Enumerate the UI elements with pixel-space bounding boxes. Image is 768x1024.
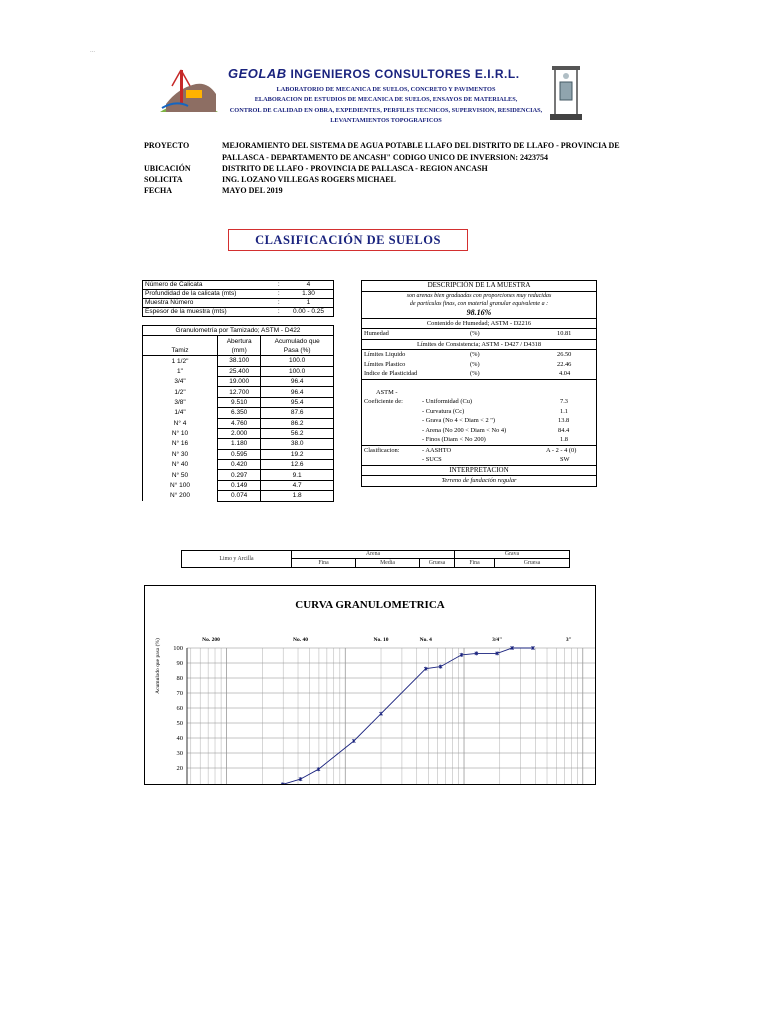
- sucs-label: - SUCS: [422, 456, 442, 463]
- astm-label: ASTM -: [376, 388, 398, 396]
- chart-ylabel: Acumulado que pasa (%): [155, 638, 161, 694]
- description-title-text: DESCRIPCIÓN DE LA MUESTRA: [427, 281, 531, 289]
- particle-size-ranges: [181, 550, 570, 568]
- arena-media-cell: [356, 559, 420, 567]
- solicita-label: SOLICITA: [144, 175, 183, 184]
- sample-description: [361, 280, 597, 487]
- pasa-cell: 95.4: [261, 397, 334, 407]
- percent-row: [362, 308, 596, 319]
- finos-label: - Finos (Diam < No 200): [422, 436, 486, 443]
- company-suffix: INGENIEROS CONSULTORES E.I.R.L.: [290, 67, 520, 81]
- data-point: [352, 739, 355, 743]
- sample-value: 1: [306, 299, 311, 306]
- description-text-2: de partículas finas, con material granular equivalente a :: [409, 300, 549, 307]
- humedad-title-row: [362, 319, 596, 330]
- ll-row: [362, 350, 596, 360]
- table-row: [143, 376, 334, 386]
- description-title: [362, 281, 596, 292]
- humedad-unit: (%): [470, 330, 480, 337]
- sample-sep: :: [277, 308, 280, 315]
- grava-fina-label: Fina: [469, 560, 480, 566]
- arena-cell: [292, 551, 455, 559]
- pasa-cell: 38.0: [261, 439, 334, 449]
- arena-row: [362, 426, 596, 436]
- tamiz-cell: N° 100: [143, 480, 218, 490]
- tamiz-header: Tamiz: [143, 346, 218, 356]
- astm-row: [362, 388, 596, 398]
- header-line-3: CONTROL DE CALIDAD EN OBRA, EXPEDIENTES, PERFILES TECNICOS, SUPERVISION, RESIDENCIAS,: [229, 107, 543, 114]
- sieve-top-label: No. 10: [373, 637, 389, 643]
- header-line-2: ELABORACION DE ESTUDIOS DE MECANICA DE SUELOS, ENSAYOS DE MATERIALES,: [254, 96, 518, 103]
- limites-title-row: [362, 340, 596, 351]
- table-row: [143, 356, 334, 366]
- abertura-cell: 0.074: [218, 491, 261, 501]
- pasa-cell: 86.2: [261, 418, 334, 428]
- sample-value: 0.00 - 0.25: [292, 308, 325, 315]
- table-row: [143, 470, 334, 480]
- y-tick-label: 20: [176, 765, 183, 772]
- pasa-cell: 19.2: [261, 449, 334, 459]
- description-text-row-2: [362, 300, 596, 308]
- clasificacion-label: Clasificacion:: [364, 446, 400, 454]
- acumulado-header: Acumulado que: [261, 336, 334, 346]
- blank-row: [362, 380, 596, 388]
- tamiz-cell: N° 30: [143, 449, 218, 459]
- grava-row: [362, 416, 596, 426]
- cu-value: 7.3: [560, 398, 568, 405]
- finos-value: 1.8: [560, 436, 568, 443]
- page-title: CLASIFICACIÓN DE SUELOS: [228, 229, 468, 251]
- tamiz-cell: N° 200: [143, 491, 218, 501]
- company-name: [228, 66, 520, 81]
- limites-title: Límites de Consistencia; ASTM - D427 / D4318: [416, 340, 542, 348]
- arena-label: - Arena (No 200 < Diam < No 4): [422, 426, 507, 434]
- data-point: [281, 782, 284, 785]
- grava-fina-cell: [455, 559, 495, 567]
- abertura-unit: (mm): [218, 346, 261, 356]
- sucs-value: SW: [560, 456, 570, 463]
- arena-value: 84.4: [558, 426, 570, 434]
- y-tick-label: 80: [176, 675, 183, 682]
- aashto-row: [362, 446, 596, 456]
- abertura-cell: 0.297: [218, 470, 261, 480]
- header-line-1: LABORATORIO DE MECANICA DE SUELOS, CONCRETO Y PAVIMENTOS: [276, 86, 496, 93]
- ip-label: Indice de Plasticidad: [364, 370, 418, 377]
- abertura-cell: 9.510: [218, 397, 261, 407]
- grava-range-label: Grava: [504, 551, 520, 557]
- sample-label: Número de Calicata: [145, 281, 203, 288]
- interp-text-row: [362, 476, 596, 486]
- grava-cell: [455, 551, 569, 559]
- sieve-top-label: 3/4": [492, 637, 503, 643]
- granulometric-curve-chart: [144, 585, 596, 785]
- aashto-label: - AASHTO: [422, 446, 452, 454]
- arena-media-label: Media: [380, 560, 395, 566]
- sample-sep: :: [277, 290, 280, 297]
- pasa-cell: 56.2: [261, 428, 334, 438]
- arena-gruesa-cell: [420, 559, 455, 567]
- granular-percent: 98.16%: [466, 307, 492, 317]
- table-row: [143, 460, 334, 470]
- tamiz-cell: 1 1/2": [143, 356, 218, 366]
- tamiz-cell: 3/8": [143, 397, 218, 407]
- sieve-top-label: 3": [565, 637, 572, 643]
- pasa-cell: 87.6: [261, 408, 334, 418]
- tamiz-cell: 1": [143, 366, 218, 376]
- sample-sep: :: [277, 281, 280, 288]
- fecha-label: FECHA: [144, 186, 172, 195]
- arena-gruesa-label: Gruesa: [428, 560, 446, 566]
- grava-gruesa-label: Gruesa: [523, 560, 541, 566]
- ubicacion-label: UBICACIÓN: [144, 164, 191, 173]
- abertura-header: Abertura: [218, 336, 261, 346]
- limo-cell: [182, 551, 292, 567]
- lp-value: 22.46: [557, 360, 572, 368]
- abertura-cell: 0.595: [218, 449, 261, 459]
- tamiz-header-blank: [143, 336, 218, 346]
- sucs-row: [362, 455, 596, 466]
- y-tick-label: 50: [176, 720, 183, 727]
- chart-canvas: [145, 586, 595, 785]
- cc-row: [362, 407, 596, 417]
- ll-label: Límites Liquido: [364, 351, 406, 358]
- table-row: [143, 418, 334, 428]
- grava-label: - Grava (No 4 < Diam < 2 "): [422, 417, 495, 424]
- table-row: [143, 439, 334, 449]
- ll-unit: (%): [470, 351, 480, 358]
- curve-line: [211, 648, 533, 785]
- tamiz-cell: 1/2": [143, 387, 218, 397]
- grava-gruesa-cell: [495, 559, 569, 567]
- lp-label: Límites Plastico: [364, 360, 406, 368]
- sample-value: 1.30: [302, 290, 315, 297]
- data-point: [317, 767, 320, 771]
- tamiz-cell: N° 16: [143, 439, 218, 449]
- abertura-cell: 38.100: [218, 356, 261, 366]
- table-row: [143, 397, 334, 407]
- grava-value: 13.8: [558, 417, 570, 424]
- tamiz-cell: 3/4": [143, 376, 218, 386]
- brand-name: GEOLAB: [228, 66, 287, 81]
- abertura-cell: 0.149: [218, 480, 261, 490]
- y-tick-label: 70: [176, 690, 183, 697]
- data-point: [379, 712, 382, 716]
- cc-label: - Curvatura (Cc): [422, 407, 465, 415]
- proyecto-line-2: PALLASCA - DEPARTAMENTO DE ANCASH" CODIGO UNICO DE INVERSION: 2423754: [222, 153, 549, 162]
- granulometry-table: [142, 325, 334, 502]
- tamiz-cell: N° 10: [143, 428, 218, 438]
- limo-label: Limo y Arcilla: [219, 556, 254, 562]
- granulometry-title: Granulometría por Tamizado; ASTM - D422: [143, 326, 334, 336]
- cc-value: 1.1: [560, 407, 568, 415]
- cu-row: [362, 397, 596, 407]
- interpretacion-text: Terreno de fundación regular: [441, 477, 517, 484]
- acumulado-unit: Pasa (%): [261, 346, 334, 356]
- abertura-cell: 12.700: [218, 387, 261, 397]
- ll-value: 26.50: [557, 351, 572, 358]
- proyecto-label: PROYECTO: [144, 141, 190, 150]
- table-row: [143, 387, 334, 397]
- y-tick-label: 90: [176, 660, 183, 667]
- lp-unit: (%): [470, 360, 480, 368]
- pasa-cell: 12.6: [261, 460, 334, 470]
- pasa-cell: 100.0: [261, 356, 334, 366]
- tamiz-cell: 1/4": [143, 408, 218, 418]
- abertura-cell: 1.180: [218, 439, 261, 449]
- proyecto-line-1: MEJORAMIENTO DEL SISTEMA DE AGUA POTABLE LLAFO DEL DISTRITO DE LLAFO - PROVINCIA DE: [222, 141, 620, 150]
- tamiz-cell: N° 4: [143, 418, 218, 428]
- header-line-4: LEVANTAMIENTOS TOPOGRAFICOS: [330, 117, 442, 124]
- humedad-row: [362, 329, 596, 340]
- sieve-top-label: No. 4: [419, 637, 432, 643]
- interpretacion-title: INTERPRETACION: [449, 465, 509, 474]
- lab-equipment-icon: [546, 64, 586, 122]
- humedad-value: 10.81: [557, 330, 572, 337]
- abertura-cell: 2.000: [218, 428, 261, 438]
- abertura-cell: 19.000: [218, 376, 261, 386]
- abertura-cell: 4.760: [218, 418, 261, 428]
- pasa-cell: 4.7: [261, 480, 334, 490]
- finos-row: [362, 435, 596, 446]
- abertura-cell: 0.420: [218, 460, 261, 470]
- arena-range-label: Arena: [365, 551, 381, 557]
- sample-label: Espesor de la muestra (mts): [145, 308, 227, 315]
- chart-title: CURVA GRANULOMETRICA: [295, 599, 445, 611]
- table-row: [143, 408, 334, 418]
- aashto-value: A - 2 - 4 (0): [546, 446, 577, 454]
- sample-info-table: [142, 280, 334, 317]
- interp-title-row: [362, 466, 596, 477]
- ip-row: [362, 369, 596, 380]
- tamiz-cell: N° 40: [143, 460, 218, 470]
- sieve-top-label: No. 40: [293, 637, 309, 643]
- ip-unit: (%): [470, 370, 480, 377]
- cu-label: - Uniformidad (Cu): [422, 398, 473, 405]
- arena-fina-cell: [292, 559, 356, 567]
- ubicacion-value: DISTRITO DE LLAFO - PROVINCIA DE PALLASCA - REGION ANCASH: [222, 164, 488, 173]
- table-row: [143, 480, 334, 490]
- fecha-value: MAYO DEL 2019: [222, 186, 283, 195]
- abertura-cell: 25.400: [218, 366, 261, 376]
- lp-row: [362, 360, 596, 370]
- table-row: [143, 449, 334, 459]
- description-text-1: son arenas bien graduadas con proporciones muy reducidas: [406, 292, 552, 299]
- sample-sep: :: [277, 299, 280, 306]
- y-tick-label: 100: [173, 645, 183, 652]
- arena-fina-label: Fina: [318, 560, 329, 566]
- coef-label: Coeficiente de:: [364, 398, 403, 405]
- humedad-label: Humedad: [364, 330, 389, 337]
- abertura-cell: 6.350: [218, 408, 261, 418]
- corner-mark: ...: [90, 48, 96, 54]
- table-row: [143, 428, 334, 438]
- humedad-title: Contenido de Humedad; ASTM - D2216: [426, 319, 532, 327]
- pasa-cell: 96.4: [261, 387, 334, 397]
- description-text-row-1: [362, 292, 596, 300]
- table-row: [143, 366, 334, 376]
- y-tick-label: 30: [176, 750, 183, 757]
- table-row: [143, 491, 334, 501]
- sample-label: Profundidad de la calicata (mts): [145, 290, 237, 297]
- sample-label: Muestra Número: [145, 299, 194, 306]
- solicita-value: ING. LOZANO VILLEGAS ROGERS MICHAEL: [222, 175, 396, 184]
- y-tick-label: 40: [176, 735, 183, 742]
- sample-value: 4: [306, 281, 311, 288]
- ip-value: 4.04: [559, 370, 571, 377]
- tamiz-cell: N° 50: [143, 470, 218, 480]
- y-tick-label: 60: [176, 705, 183, 712]
- pasa-cell: 1.8: [261, 491, 334, 501]
- pasa-cell: 96.4: [261, 376, 334, 386]
- pasa-cell: 100.0: [261, 366, 334, 376]
- sieve-top-label: No. 200: [202, 637, 220, 643]
- pasa-cell: 9.1: [261, 470, 334, 480]
